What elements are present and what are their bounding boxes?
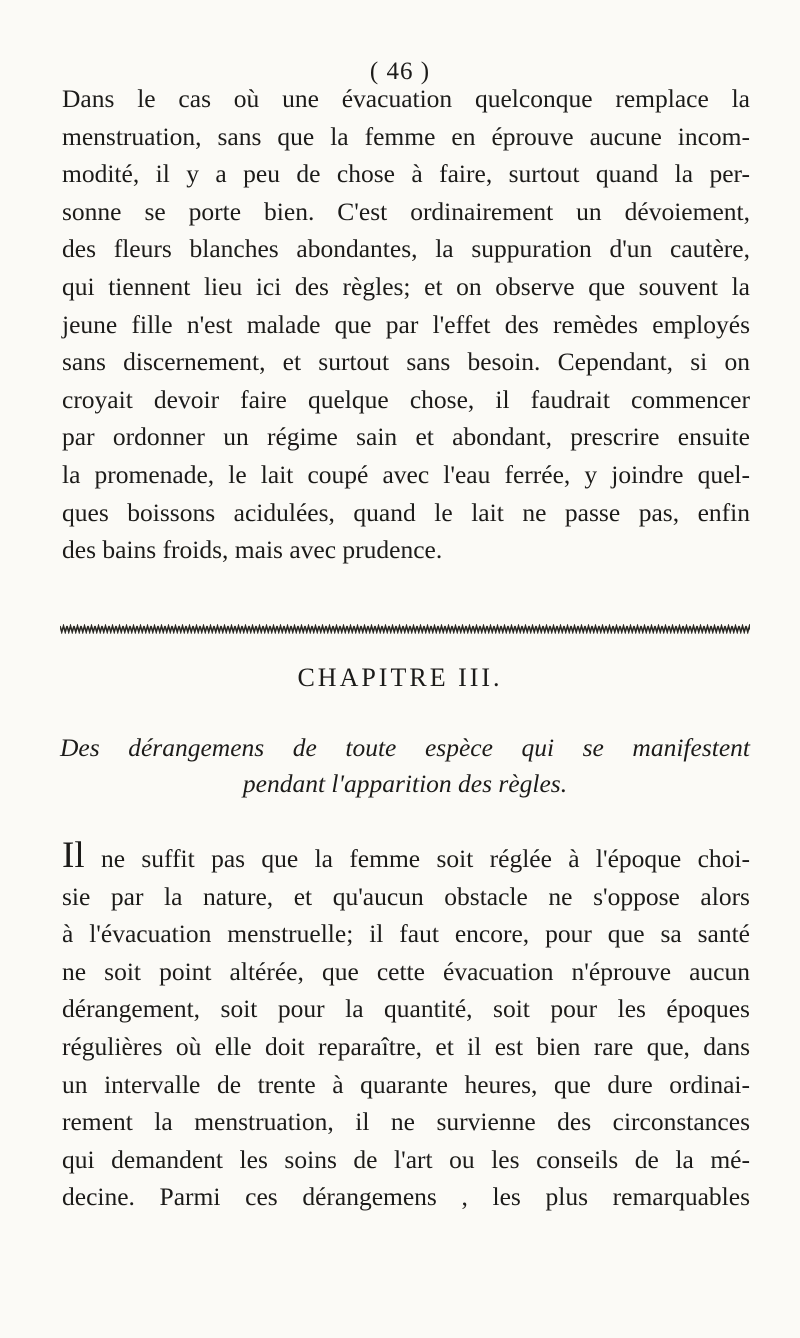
text-line: la promenade, le lait coupé avec l'eau ferrée, y joindre quel- <box>62 459 750 489</box>
text-line: par ordonner un régime sain et abondant, prescrire ensuite <box>62 422 750 452</box>
text-line: qui demandent les soins de l'art ou les conseils de la mé- <box>62 1144 750 1174</box>
text-line: à l'évacuation menstruelle; il faut encore, pour que sa santé <box>62 919 750 949</box>
paragraph-2 <box>62 835 750 1216</box>
text-line: qui tiennent lieu ici des règles; et on observe que souvent la <box>62 271 750 301</box>
drop-cap: Il <box>62 835 85 876</box>
text-line: dérangement, soit pour la quantité, soit pour les époques <box>62 994 750 1024</box>
text-line: un intervalle de trente à quarante heures, que dure ordinai- <box>62 1069 750 1099</box>
text-line: jeune fille n'est malade que par l'effet des remèdes employés <box>62 309 750 339</box>
text-line: régulières où elle doit reparaître, et il est bien rare que, dans <box>62 1031 750 1061</box>
subtitle-line: Des dérangemens de toute espèce qui se manifestent <box>60 733 750 762</box>
text-line: Dans le cas où une évacuation quelconque remplace la <box>62 84 750 113</box>
text-line: sonne se porte bien. C'est ordinairement un dévoiement, <box>62 196 750 226</box>
text-line: ques boissons acidulées, quand le lait ne passe pas, enfin <box>62 497 750 527</box>
text-line: sie par la nature, et qu'aucun obstacle ne s'oppose alors <box>62 881 750 911</box>
subtitle-line: pendant l'apparition des règles. <box>242 769 568 798</box>
paragraph-1 <box>62 80 750 569</box>
chapter-heading: CHAPITRE III. <box>297 663 503 692</box>
first-line-text: ne suffit pas que la femme soit réglée à l'époque choi- <box>100 844 750 873</box>
text-line: croyait devoir faire quelque chose, il faudrait commencer <box>62 384 750 414</box>
chapter-subtitle <box>60 730 750 802</box>
ornamental-rule <box>60 624 750 634</box>
text-line: sans discernement, et surtout sans besoin. Cependant, si on <box>62 347 750 377</box>
page-number: ( 46 ) <box>369 58 431 85</box>
text-line: menstruation, sans que la femme en éprouve aucune incom- <box>62 121 750 151</box>
text-line: rement la menstruation, il ne survienne des circonstances <box>62 1107 750 1137</box>
text-line: modité, il y a peu de chose à faire, surtout quand la per- <box>62 159 750 189</box>
text-line: des fleurs blanches abondantes, la suppuration d'un cautère, <box>62 234 750 264</box>
text-line: des bains froids, mais avec prudence. <box>62 535 443 565</box>
text-line: decine. Parmi ces dérangemens , les plus remarquables <box>62 1182 750 1212</box>
text-line: ne soit point altérée, que cette évacuation n'éprouve aucun <box>62 956 750 986</box>
text-line <box>62 835 750 878</box>
